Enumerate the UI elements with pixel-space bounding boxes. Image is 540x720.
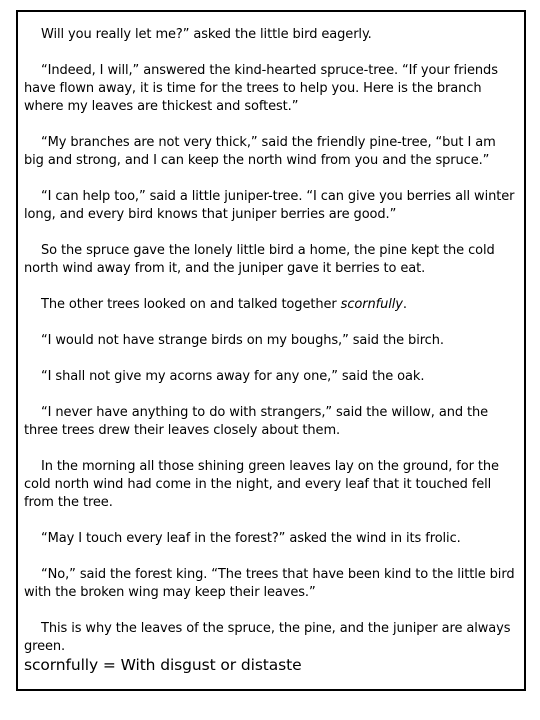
story-paragraph: “I shall not give my acorns away for any one,” said the oak. — [41, 369, 425, 384]
vocabulary-definition: scornfully = With disgust or distaste — [24, 656, 302, 674]
story-paragraph: “No,” said the forest king. “The trees that have been kind to the little bird with the broken wing may keep their leaves.” — [24, 567, 515, 600]
story-paragraph — [24, 296, 516, 314]
story-paragraph: In the morning all those shining green leaves lay on the ground, for the cold north wind had come in the night, and every leaf that it touched fell from the tree. — [24, 459, 499, 510]
story-paragraph: “Indeed, I will,” answered the kind-hearted spruce-tree. “If your friends have flown away, it is time for the trees to help you. Here is the branch where my leaves are thickest and softest.” — [24, 63, 498, 114]
story-paragraph: “I would not have strange birds on my boughs,” said the birch. — [41, 333, 444, 348]
story-paragraph: “May I touch every leaf in the forest?” asked the wind in its frolic. — [41, 531, 461, 546]
story-paragraph: So the spruce gave the lonely little bird a home, the pine kept the cold north wind away from it, and the juniper gave it berries to eat. — [24, 243, 495, 276]
emphasized-vocabulary-word: scornfully — [340, 297, 403, 312]
story-paragraph: Will you really let me?” asked the little bird eagerly. — [41, 27, 372, 42]
story-paragraph: “I can help too,” said a little juniper-tree. “I can give you berries all winter long, and every bird knows that juniper berries are good.” — [24, 189, 515, 222]
story-paragraph: “I never have anything to do with strangers,” said the willow, and the three trees drew their leaves closely about them. — [24, 405, 489, 438]
story-text: The other trees looked on and talked together — [41, 297, 341, 312]
story-text: . — [402, 297, 407, 312]
story-paragraph: This is why the leaves of the spruce, the pine, and the juniper are always green. — [24, 621, 511, 654]
story-paragraph: “My branches are not very thick,” said the friendly pine-tree, “but I am big and strong, and I can keep the north wind from you and the spruce.” — [24, 135, 496, 168]
